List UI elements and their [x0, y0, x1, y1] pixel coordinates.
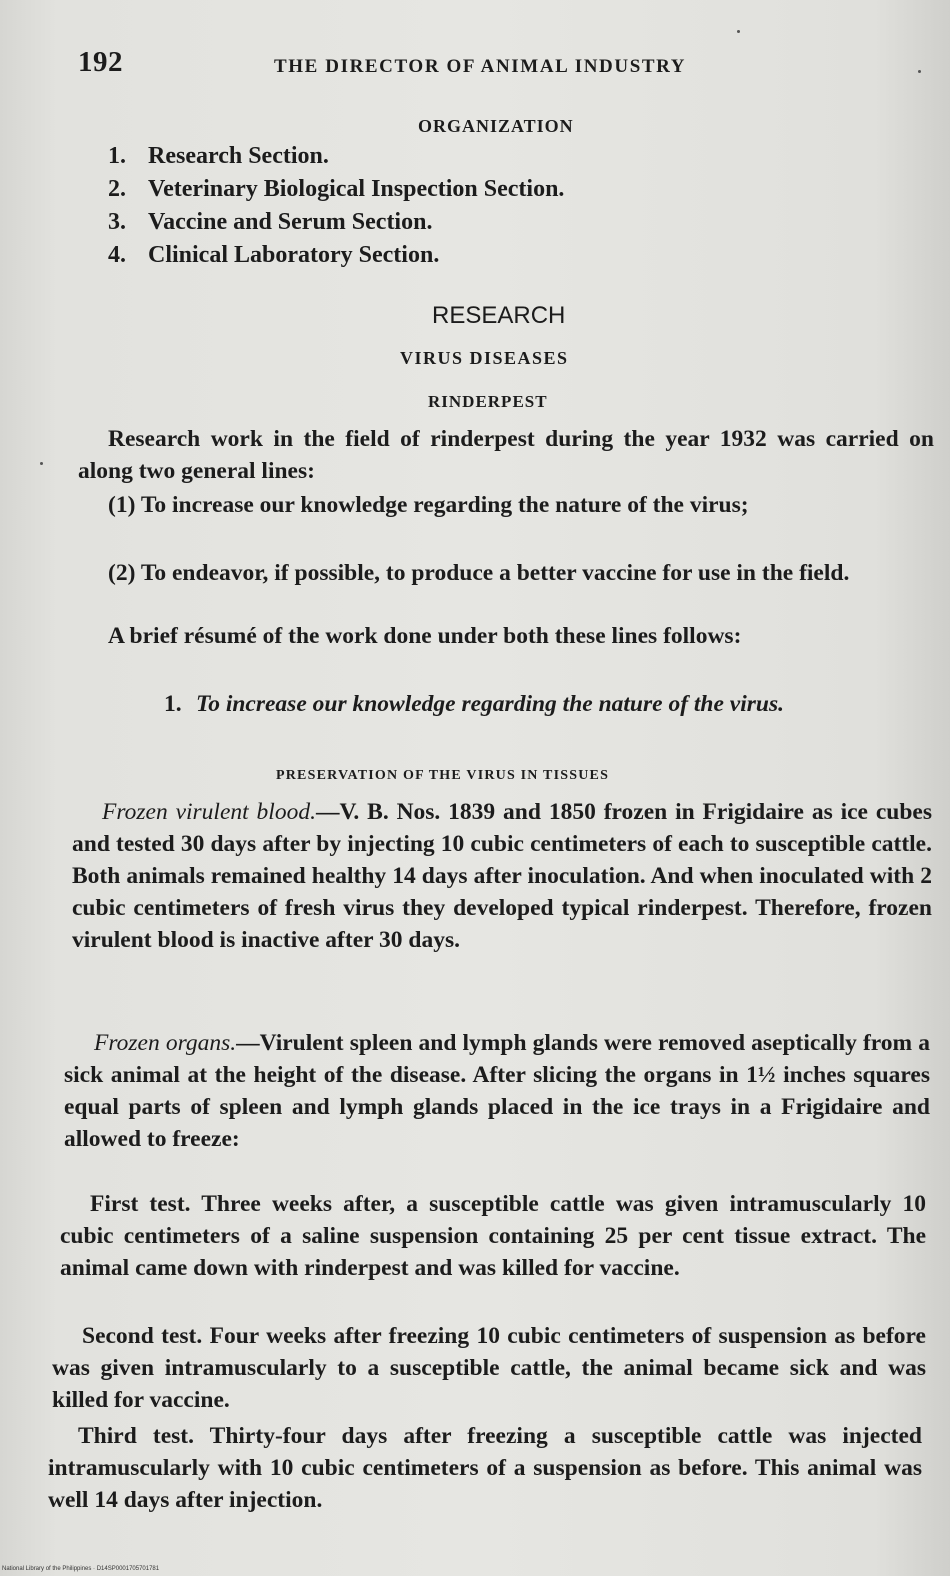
- virus-diseases-heading: VIRUS DISEASES: [400, 348, 569, 368]
- paragraph: (2) To endeavor, if possible, to produce a better vaccine for use in the field.: [108, 560, 850, 586]
- paragraph: Second test. Four weeks after freezing 10 cubic centimeters of suspension as before was given intramuscularly to a susceptible cattle, the animal became sick and was killed for vaccine.: [52, 1323, 926, 1413]
- paragraph: First test. Three weeks after, a susceptible cattle was given intramuscularly 10 cubic centimeters of a saline suspension containing 25 per cent tissue extract. The animal came down with rinderpest and was killed for vaccine.: [60, 1191, 926, 1281]
- paragraph: A brief résumé of the work done under both these lines follows:: [108, 623, 742, 649]
- preservation-heading: PRESERVATION OF THE VIRUS IN TISSUES: [276, 768, 610, 783]
- scan-speck: [918, 70, 921, 73]
- list-item: 3. Vaccine and Serum Section.: [108, 209, 433, 235]
- list-item: 2. Veterinary Biological Inspection Section.: [108, 176, 565, 202]
- running-head: THE DIRECTOR OF ANIMAL INDUSTRY: [274, 56, 687, 77]
- page-number: 192: [78, 46, 123, 78]
- paragraph: Frozen organs.—Virulent spleen and lymph glands were removed aseptically from a sick animal at the height of the disease. After slicing the organs in 1½ inches squares equal parts of spleen and lymph glands placed in the ice trays in a Frigidaire and allowed to freeze:: [64, 1030, 931, 1152]
- scan-speck: [737, 30, 740, 33]
- rinderpest-heading: RINDERPEST: [428, 392, 548, 411]
- organization-heading: ORGANIZATION: [418, 116, 574, 136]
- list-item: 1. Research Section.: [108, 143, 329, 169]
- paragraph: Research work in the field of rinderpest during the year 1932 was carried on along two general lines:: [78, 426, 934, 484]
- paragraph: (1) To increase our knowledge regarding the nature of the virus;: [108, 492, 749, 518]
- paragraph: Third test. Thirty-four days after freezing a susceptible cattle was injected intramuscularly with 10 cubic centimeters of a suspension as before. This animal was well 14 days after injection.: [48, 1423, 922, 1513]
- paragraph: Frozen virulent blood.—V. B. Nos. 1839 and 1850 frozen in Frigidaire as ice cubes and tested 30 days after by injecting 10 cubic centimeters of each to susceptible cattle. Both animals remained healthy 14 days after inoculation. And when inoculated with 2 cubic centimeters of fresh virus they developed typical rinderpest. Therefore, frozen virulent blood is inactive after 30 days.: [72, 799, 932, 953]
- subsection-heading: 1. To increase our knowledge regarding the nature of the virus.: [164, 691, 784, 717]
- research-heading: RESEARCH: [432, 302, 566, 329]
- scan-speck: [40, 462, 43, 465]
- list-item: 4. Clinical Laboratory Section.: [108, 242, 440, 268]
- footer-note: National Library of the Philippines · D14SP0001705701781: [2, 1566, 160, 1572]
- page-header: [78, 46, 758, 86]
- organization-list: [108, 140, 564, 272]
